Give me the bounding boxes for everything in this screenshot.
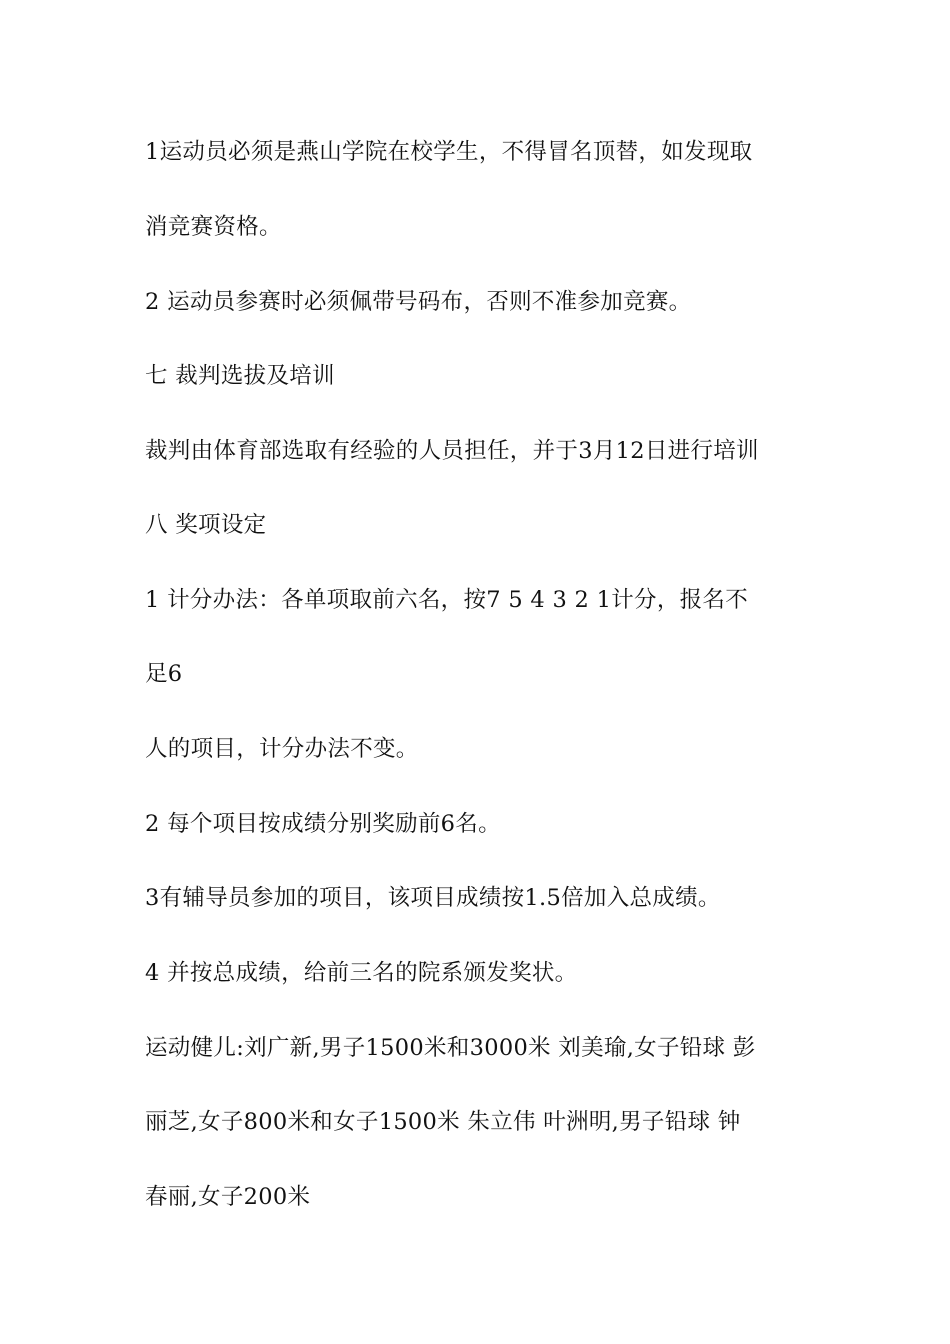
rule-1-line-2: 消竞赛资格。 — [145, 214, 282, 240]
athletes-line-3: 春丽,女子200米 — [145, 1184, 311, 1210]
award-1-line-3: 人的项目，计分办法不变。 — [145, 736, 419, 762]
rule-1-line-1: 1运动员必须是燕山学院在校学生，不得冒名顶替，如发现取 — [145, 139, 753, 165]
rule-2: 2 运动员参赛时必须佩带号码布，否则不准参加竞赛。 — [145, 289, 692, 315]
section-7-body: 裁判由体育部选取有经验的人员担任，并于3月12日进行培训 — [145, 438, 759, 464]
athletes-line-1: 运动健儿:刘广新,男子1500米和3000米 刘美瑜,女子铅球 彭 — [145, 1035, 756, 1061]
section-8-heading: 八 奖项设定 — [145, 512, 267, 538]
section-7-heading: 七 裁判选拔及培训 — [145, 363, 335, 389]
award-3: 3有辅导员参加的项目，该项目成绩按1.5倍加入总成绩。 — [145, 885, 721, 911]
award-1-line-2: 足6 — [145, 661, 183, 687]
athletes-line-2: 丽芝,女子800米和女子1500米 朱立伟 叶洲明,男子铅球 钟 — [145, 1109, 741, 1135]
award-2: 2 每个项目按成绩分别奖励前6名。 — [145, 811, 501, 837]
award-1-line-1: 1 计分办法：各单项取前六名，按7 5 4 3 2 1计分，报名不 — [145, 587, 749, 613]
award-4: 4 并按总成绩，给前三名的院系颁发奖状。 — [145, 960, 578, 986]
